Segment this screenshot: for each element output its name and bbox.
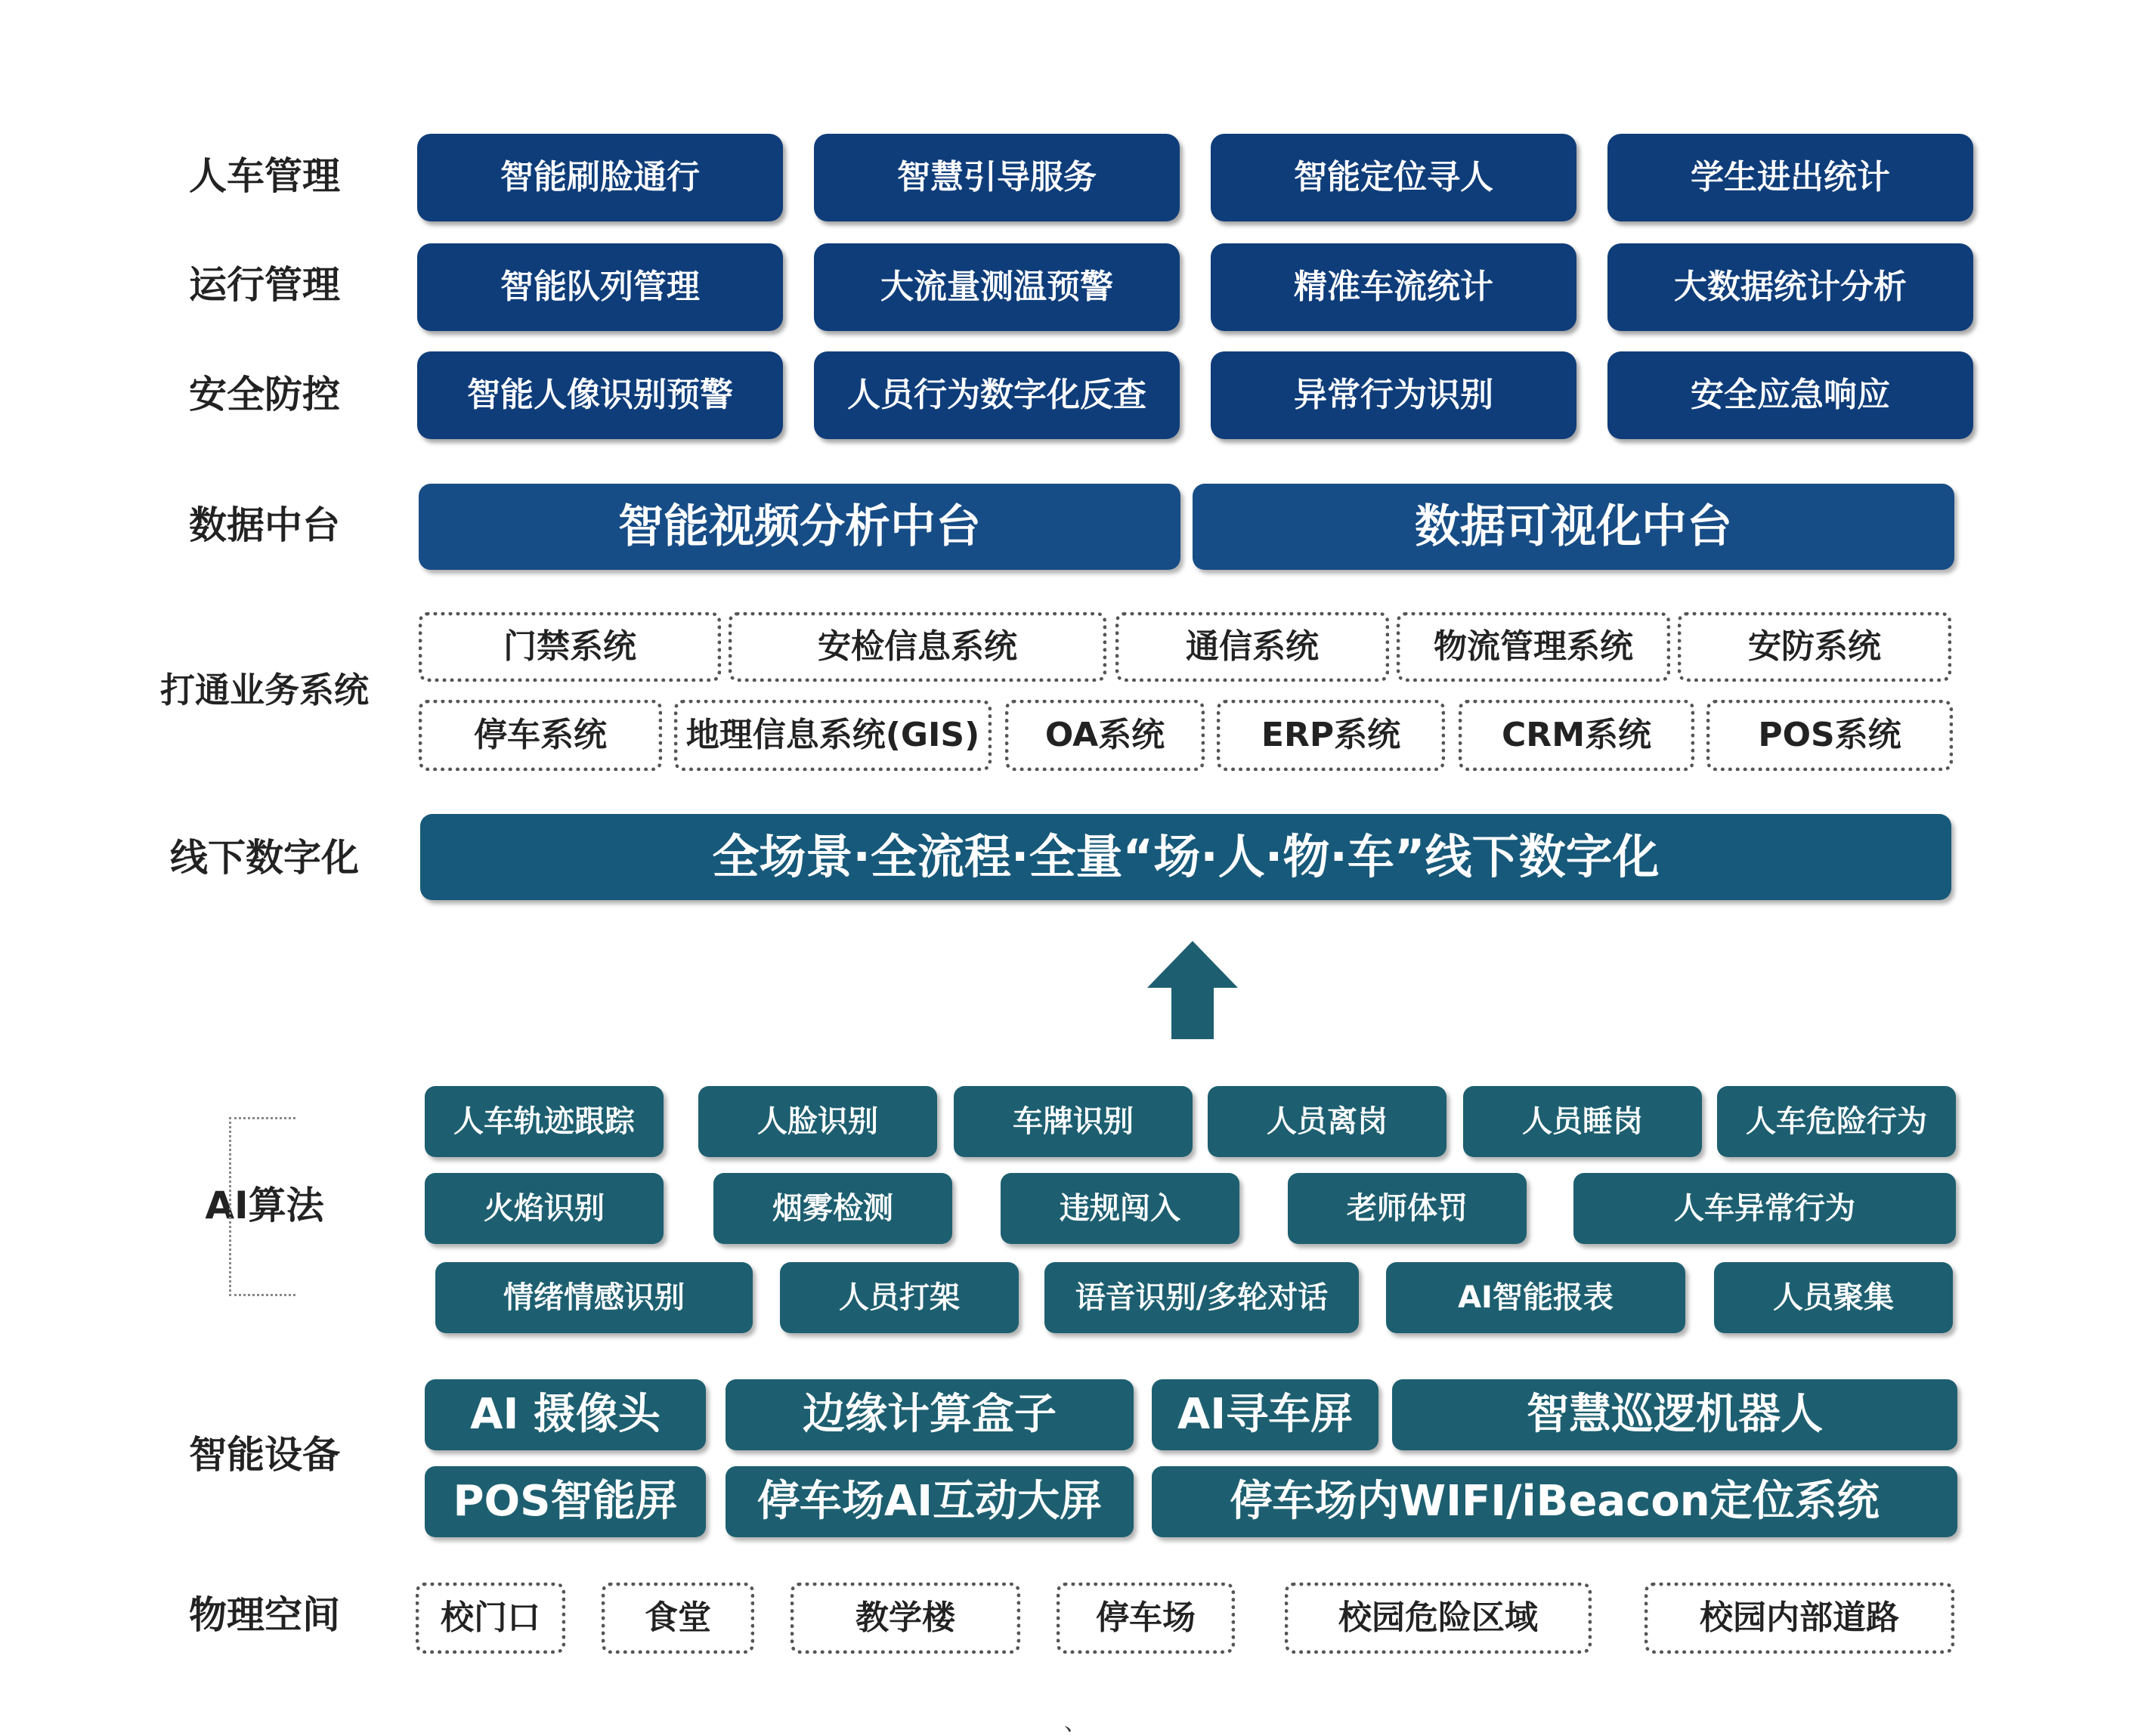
algo-crowd-gathering: 人员聚集 xyxy=(1714,1262,1953,1333)
algo-off-post: 人员离岗 xyxy=(1208,1086,1446,1157)
ai-algorithm-bracket xyxy=(229,1117,295,1296)
module-vehicle-flow-stats: 精准车流统计 xyxy=(1211,243,1576,331)
module-student-in-out-stats: 学生进出统计 xyxy=(1607,134,1973,221)
space-teaching-building: 教学楼 xyxy=(791,1583,1020,1654)
row-label-smart-devices: 智能设备 xyxy=(189,1433,340,1477)
device-ai-camera: AI 摄像头 xyxy=(425,1379,706,1450)
device-patrol-robot: 智慧巡逻机器人 xyxy=(1392,1379,1957,1450)
device-car-finder-screen: AI寻车屏 xyxy=(1152,1379,1378,1450)
algo-sleep-on-post: 人员睡岗 xyxy=(1463,1086,1702,1157)
algo-dangerous-behavior: 人车危险行为 xyxy=(1717,1086,1956,1157)
module-smart-face-pass: 智能刷脸通行 xyxy=(417,134,783,221)
algo-trajectory-tracking: 人车轨迹跟踪 xyxy=(425,1086,664,1157)
algo-fight-detection: 人员打架 xyxy=(780,1262,1019,1333)
device-wifi-ibeacon: 停车场内WIFI/iBeacon定位系统 xyxy=(1152,1466,1957,1537)
row-label-security: 安全防控 xyxy=(189,373,340,416)
system-logistics: 物流管理系统 xyxy=(1397,612,1670,682)
module-smart-locate-person: 智能定位寻人 xyxy=(1211,134,1576,221)
platform-data-visualization: 数据可视化中台 xyxy=(1193,484,1954,570)
algo-speech-dialogue: 语音识别/多轮对话 xyxy=(1044,1262,1359,1333)
space-internal-road: 校园内部道路 xyxy=(1644,1583,1954,1654)
space-school-gate: 校门口 xyxy=(416,1583,565,1654)
system-crm: CRM系统 xyxy=(1459,700,1694,771)
algo-abnormal-behavior: 人车异常行为 xyxy=(1573,1173,1956,1244)
up-arrow-icon xyxy=(1147,941,1238,1039)
device-edge-box: 边缘计算盒子 xyxy=(726,1379,1134,1450)
module-behavior-lookup: 人员行为数字化反查 xyxy=(814,351,1180,439)
row-label-people-car: 人车管理 xyxy=(189,154,340,198)
row-label-data-platform: 数据中台 xyxy=(189,503,340,547)
algo-ai-report: AI智能报表 xyxy=(1386,1262,1685,1333)
module-abnormal-behavior: 异常行为识别 xyxy=(1211,351,1576,439)
space-danger-zone: 校园危险区域 xyxy=(1285,1583,1592,1654)
algo-smoke-detection: 烟雾检测 xyxy=(713,1173,952,1244)
module-face-recognition-alert: 智能人像识别预警 xyxy=(417,351,783,439)
row-label-business-systems: 打通业务系统 xyxy=(160,670,369,710)
algo-flame-detection: 火焰识别 xyxy=(425,1173,664,1244)
algo-face-recognition: 人脸识别 xyxy=(698,1086,937,1157)
algo-emotion-recognition: 情绪情感识别 xyxy=(435,1262,753,1333)
platform-video-analysis: 智能视频分析中台 xyxy=(419,484,1180,570)
device-parking-ai-screen: 停车场AI互动大屏 xyxy=(726,1466,1134,1537)
algo-plate-recognition: 车牌识别 xyxy=(954,1086,1193,1157)
system-erp: ERP系统 xyxy=(1217,700,1445,771)
device-pos-screen: POS智能屏 xyxy=(425,1466,706,1537)
module-big-data-analysis: 大数据统计分析 xyxy=(1607,243,1973,331)
system-communication: 通信系统 xyxy=(1115,612,1389,682)
row-label-offline-digital: 线下数字化 xyxy=(170,836,359,880)
module-smart-queue: 智能队列管理 xyxy=(417,243,783,331)
system-parking: 停车系统 xyxy=(419,700,662,771)
system-pos: POS系统 xyxy=(1706,700,1953,771)
space-parking-lot: 停车场 xyxy=(1057,1583,1235,1654)
system-access-control: 门禁系统 xyxy=(419,612,721,682)
algo-intrusion: 违规闯入 xyxy=(1001,1173,1239,1244)
system-oa: OA系统 xyxy=(1005,700,1205,771)
row-label-physical-space: 物理空间 xyxy=(189,1593,340,1637)
row-label-ai-algorithm: AI算法 xyxy=(205,1184,324,1227)
space-canteen: 食堂 xyxy=(602,1583,754,1654)
offline-digitalization-banner: 全场景·全流程·全量“场·人·物·车”线下数字化 xyxy=(420,814,1951,900)
module-smart-guide-service: 智慧引导服务 xyxy=(814,134,1180,221)
row-label-operation: 运行管理 xyxy=(189,263,340,307)
system-gis: 地理信息系统(GIS) xyxy=(674,700,992,771)
algo-teacher-punishment: 老师体罚 xyxy=(1288,1173,1527,1244)
module-temperature-alert: 大流量测温预警 xyxy=(814,243,1180,331)
system-security-check: 安检信息系统 xyxy=(729,612,1106,682)
module-emergency-response: 安全应急响应 xyxy=(1607,351,1973,439)
system-security-surveillance: 安防系统 xyxy=(1678,612,1951,682)
stray-mark: 、 xyxy=(1064,1710,1087,1736)
